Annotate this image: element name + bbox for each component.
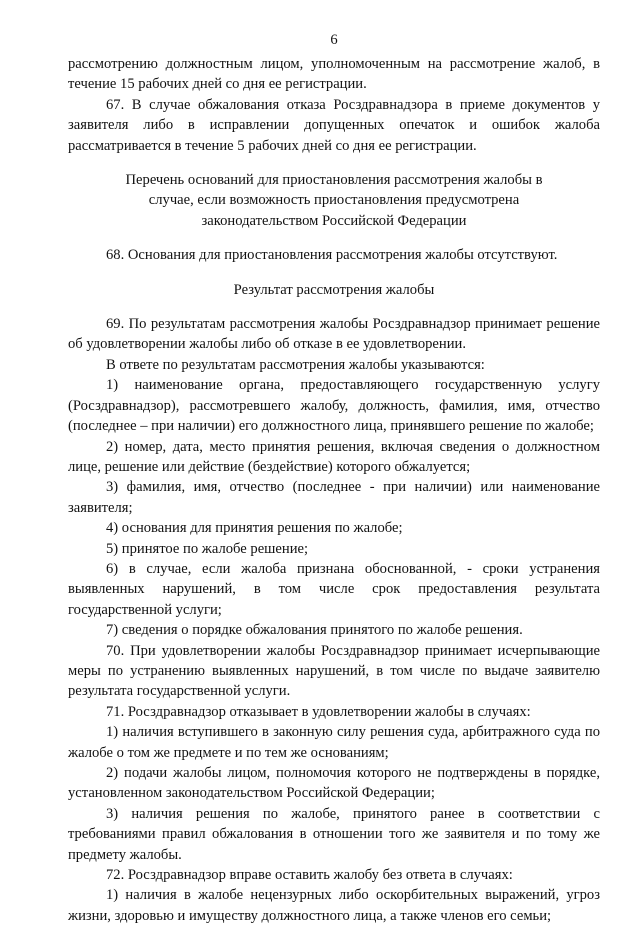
list-item-3: 3) фамилия, имя, отчество (последнее - при наличии) или наименование заявителя; bbox=[68, 479, 600, 516]
paragraph-71: 71. Росздравнадзор отказывает в удовлетворении жалобы в случаях: bbox=[106, 703, 531, 720]
paragraph-72: 72. Росздравнадзор вправе оставить жалобу без ответа в случаях: bbox=[106, 867, 513, 884]
paragraph-continuation: рассмотрению должностным лицом, уполномоченным на рассмотрение жалоб, в течение 15 рабочих дней со дня ее регистрации. bbox=[68, 56, 600, 93]
section-heading-result: Результат рассмотрения жалобы bbox=[233, 281, 435, 298]
refusal-item-2: 2) подачи жалобы лицом, полномочия которого не подтверждены в порядке, установленном законодательством Российской Федерации; bbox=[68, 765, 600, 802]
paragraph-67: 67. В случае обжалования отказа Росздравнадзора в приеме документов у заявителя либо в исправлении допущенных опечаток и ошибок жалоба рассматривается в течение 5 рабочих дней со дня ее регистрации. bbox=[68, 96, 600, 154]
refusal-item-1: 1) наличия вступившего в законную силу решения суда, арбитражного суда по жалобе о том же предмете и по тем же основаниям; bbox=[68, 724, 600, 761]
paragraph-response-intro: В ответе по результатам рассмотрения жалобы указываются: bbox=[106, 356, 485, 373]
list-item-5: 5) принятое по жалобе решение; bbox=[106, 540, 309, 557]
list-item-4: 4) основания для принятия решения по жалобе; bbox=[106, 520, 403, 537]
paragraph-69: 69. По результатам рассмотрения жалобы Росздравнадзор принимает решение об удовлетворении жалобы либо об отказе в ее удовлетворении. bbox=[68, 316, 600, 353]
refusal-item-3: 3) наличия решения по жалобе, принятого ранее в соответствии с требованиями правил обжалования в отношении того же заявителя и по тому же предмету жалобы. bbox=[68, 805, 600, 863]
section-heading-suspension: Перечень оснований для приостановления рассмотрения жалобы в случае, если возможность приостановления предусмотрена законодательством Российской Федерации bbox=[125, 172, 543, 229]
document-page bbox=[68, 30, 600, 926]
page-number: 6 bbox=[330, 32, 338, 48]
no-answer-item-1: 1) наличия в жалобе нецензурных либо оскорбительных выражений, угроз жизни, здоровью и имуществу должностного лица, а также членов его семьи; bbox=[68, 887, 600, 924]
list-item-7: 7) сведения о порядке обжалования принятого по жалобе решения. bbox=[106, 622, 523, 639]
list-item-6: 6) в случае, если жалоба признана обоснованной, - сроки устранения выявленных нарушений, в том числе срок предоставления результата государственной услуги; bbox=[68, 560, 600, 618]
paragraph-70: 70. При удовлетворении жалобы Росздравнадзор принимает исчерпывающие меры по устранению выявленных нарушений, в том числе по выдаче заявителю результата государственной услуги. bbox=[68, 642, 600, 700]
list-item-1: 1) наименование органа, предоставляющего государственную услугу (Росздравнадзор), рассмотревшего жалобу, должность, фамилия, имя, отчество (последнее – при наличии) его должностного лица, принявшего решение по жалобе; bbox=[68, 377, 600, 435]
list-item-2: 2) номер, дата, место принятия решения, включая сведения о должностном лице, решение или действие (бездействие) которого обжалуется; bbox=[68, 438, 600, 475]
paragraph-68: 68. Основания для приостановления рассмотрения жалобы отсутствуют. bbox=[106, 247, 558, 264]
